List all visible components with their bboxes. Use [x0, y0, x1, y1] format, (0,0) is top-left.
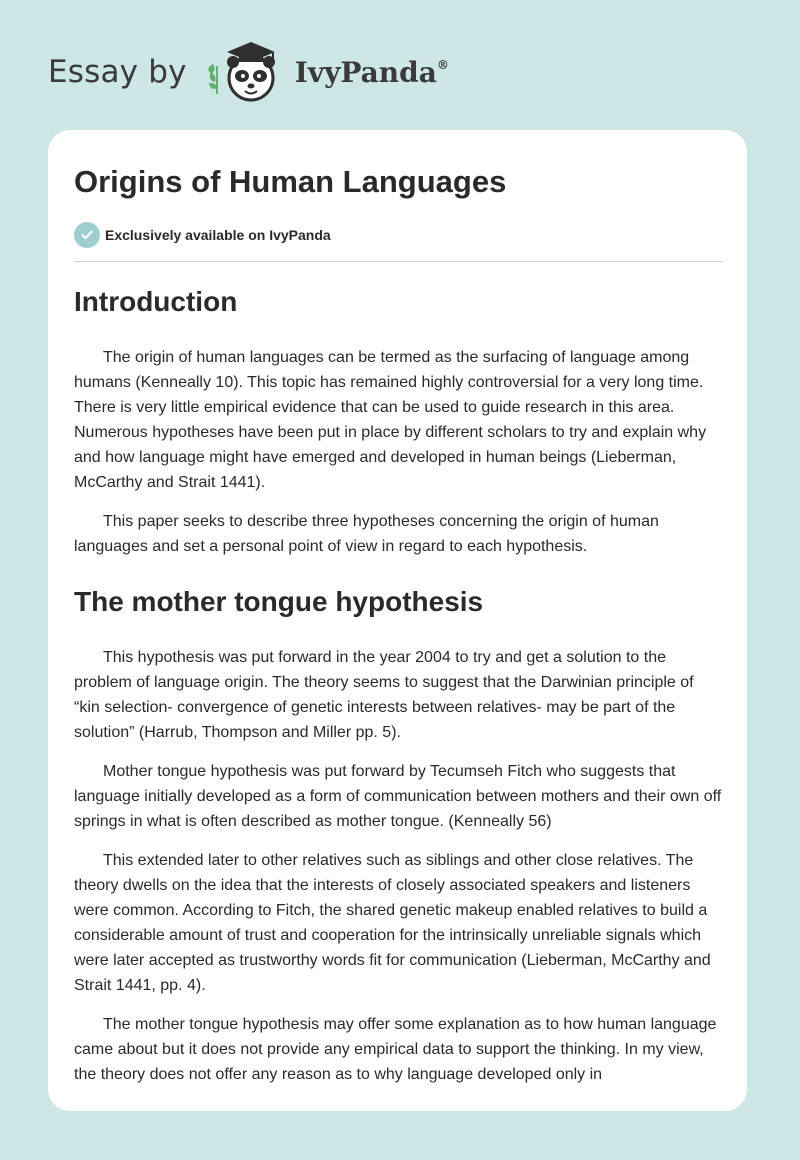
registered-mark: ®	[436, 57, 449, 72]
section-heading-mother-tongue: The mother tongue hypothesis	[74, 586, 484, 617]
paragraph: This paper seeks to describe three hypotheses concerning the origin of human languages and set a personal point of view in regard to each hypothesis.	[74, 513, 659, 555]
check-circle-icon	[74, 222, 100, 248]
site-header	[48, 36, 449, 108]
article-body	[74, 285, 723, 1101]
paragraph: Mother tongue hypothesis was put forward by Tecumseh Fitch who suggests that language initially developed as a form of communication between mothers and their own off springs in what is often described as mother tongue. (Kenneally 56)	[74, 763, 722, 830]
exclusive-badge-label: Exclusively available on IvyPanda	[105, 227, 331, 243]
panda-logo-icon[interactable]	[201, 36, 289, 108]
brand-name[interactable]: IvyPanda®	[294, 55, 449, 89]
paragraph: This hypothesis was put forward in the year 2004 to try and get a solution to the problem of language origin. The theory seems to suggest that the Darwinian principle of “kin selection- convergence of genetic interests between relatives- may be part of the solution” (Harrub, Thompson and Miller pp. 5).	[74, 649, 694, 741]
paragraph: The mother tongue hypothesis may offer some explanation as to how human language came about but it does not provide any empirical data to support the thinking. In my view, the theory does not offer any reason as to why language developed only in	[74, 1016, 717, 1083]
section-heading-introduction: Introduction	[74, 286, 238, 317]
paragraph: The origin of human languages can be termed as the surfacing of language among humans (Kenneally 10). This topic has remained highly controversial for a very long time. There is very little empirical evidence that can be used to guide research in this area. Numerous hypotheses have been put in place by different scholars to try and explain why and how language might have emerged and developed in human beings (Lieberman, McCarthy and Strait 1441).	[74, 349, 707, 491]
essay-by-label: Essay by	[48, 54, 187, 90]
page-title: Origins of Human Languages	[74, 164, 507, 199]
divider	[74, 261, 723, 262]
paragraph: This extended later to other relatives such as siblings and other close relatives. The theory dwells on the idea that the interests of closely associated speakers and listeners were common. According to Fitch, the shared genetic makeup enabled relatives to build a considerable amount of trust and cooperation for the intrinsically unreliable signals which were later accepted as trustworthy words fit for communication (Lieberman, McCarthy and Strait 1441, pp. 4).	[74, 852, 711, 994]
exclusive-badge	[74, 222, 331, 248]
essay-card	[48, 130, 747, 1111]
